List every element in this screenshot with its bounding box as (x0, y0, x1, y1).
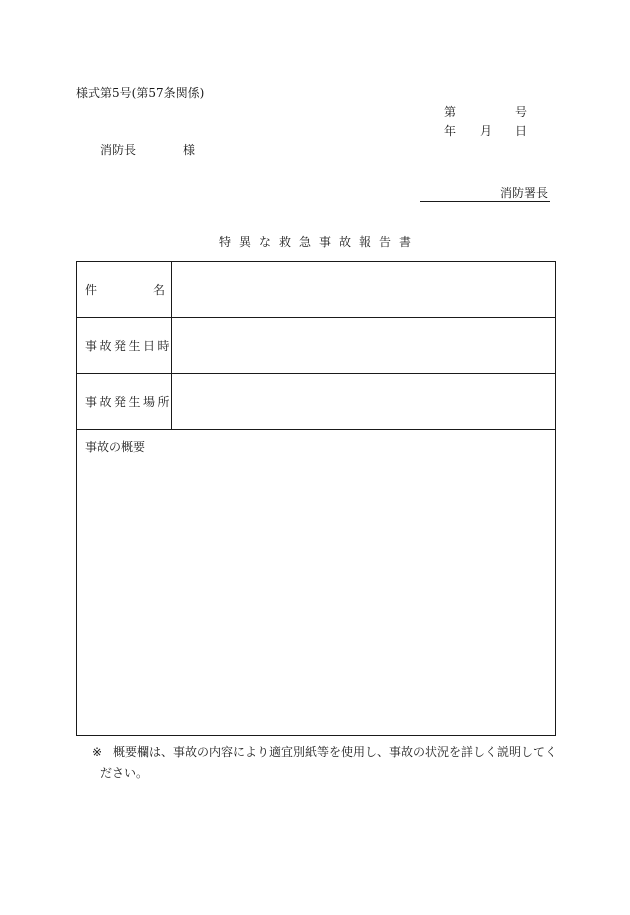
place-label-cell (77, 374, 172, 429)
summary-field[interactable] (77, 430, 555, 735)
addressee-title: 消防長 (100, 143, 137, 157)
form-number: 様式第5号(第57条関係) (76, 86, 205, 100)
name-label-first-char: 件 (85, 283, 98, 297)
table-row-name (77, 262, 555, 318)
date-year-label: 年 (444, 124, 457, 138)
note-text-line-1: 概要欄は、事故の内容により適宜別紙等を使用し、事故の状況を詳しく説明してく (113, 745, 558, 759)
name-label-cell (77, 262, 172, 317)
sender-title: 消防署長 (499, 186, 548, 200)
report-table (76, 261, 556, 736)
table-row-place (77, 374, 555, 430)
note-text-line-2: ださい。 (100, 766, 149, 780)
document-number-prefix: 第 (444, 105, 457, 119)
table-row-datetime (77, 318, 555, 374)
addressee-honorific: 様 (183, 143, 196, 157)
document-number-suffix: 号 (515, 105, 528, 119)
name-value-field[interactable] (172, 262, 555, 317)
place-value-field[interactable] (172, 374, 555, 429)
report-title: 特異な救急事故報告書 (218, 235, 419, 249)
name-label-second-char: 名 (153, 283, 166, 297)
date-day-label: 日 (515, 124, 528, 138)
note-mark: ※ (92, 745, 103, 759)
datetime-label-cell (77, 318, 172, 373)
datetime-value-field[interactable] (172, 318, 555, 373)
place-label: 事故発生場所 (85, 395, 173, 409)
date-month-label: 月 (480, 124, 493, 138)
summary-label: 事故の概要 (85, 440, 146, 454)
sender-signature-line[interactable] (420, 186, 550, 202)
datetime-label: 事故発生日時 (85, 339, 173, 353)
